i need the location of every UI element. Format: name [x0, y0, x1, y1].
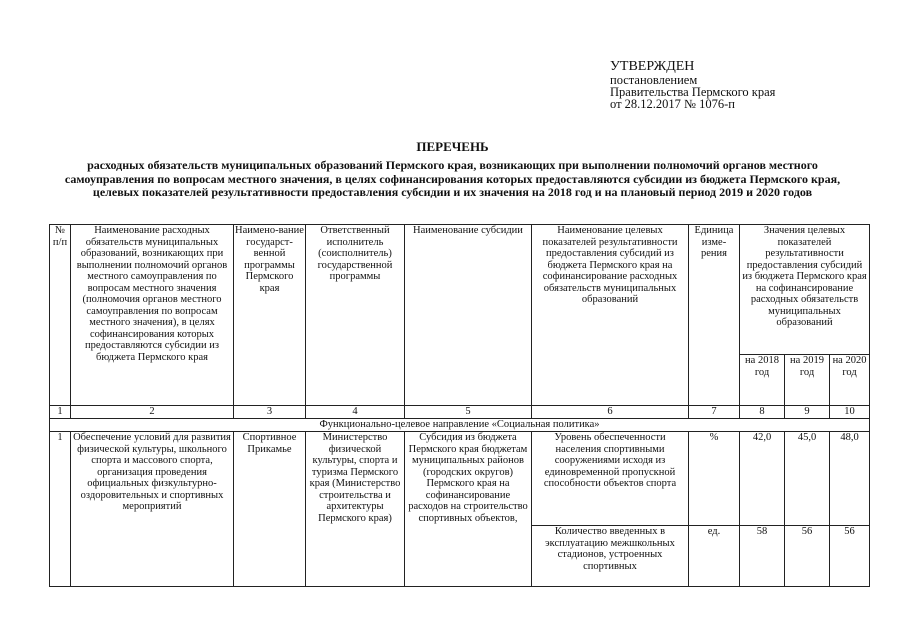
- approval-stamp: [610, 59, 775, 110]
- column-number: 6: [532, 406, 689, 419]
- cell-program: Спортивное Прикамье: [234, 432, 306, 587]
- approval-line-date: от 28.12.2017 № 1076-п: [610, 97, 735, 111]
- header-unit: Единица изме-рения: [689, 225, 740, 406]
- column-number: 4: [306, 406, 405, 419]
- column-number: 8: [740, 406, 785, 419]
- section-heading: Функционально-целевое направление «Социальная политика»: [50, 419, 870, 432]
- approval-line-government: Правительства Пермского края: [610, 85, 776, 99]
- cell-value-2019: 56: [785, 526, 830, 587]
- cell-value-2019: 45,0: [785, 432, 830, 526]
- cell-value-2018: 42,0: [740, 432, 785, 526]
- header-num: № п/п: [50, 225, 71, 406]
- header-executor: Ответственный исполнитель (соисполнитель) государственной программы: [306, 225, 405, 406]
- obligations-table: [49, 224, 870, 587]
- cell-value-2020: 48,0: [830, 432, 870, 526]
- header-row: [50, 225, 870, 355]
- cell-value-2020: 56: [830, 526, 870, 587]
- header-program: Наимено-вание государст-венной программы Пермского края: [234, 225, 306, 406]
- cell-obligation: Обеспечение условий для развития физической культуры, школьного спорта и массового спорта, организация проведения официальных физкультурно-оздоровительных и спортивных мероприятий: [71, 432, 234, 587]
- document-title: ПЕРЕЧЕНЬ: [416, 139, 489, 154]
- header-year-2018: на 2018 год: [740, 355, 785, 406]
- column-number: 7: [689, 406, 740, 419]
- cell-indicator-name: Количество введенных в эксплуатацию межшкольных стадионов, устроенных спортивных: [532, 526, 689, 587]
- document-subtitle: расходных обязательств муниципальных образований Пермского края, возникающих при выполнении полномочий органов местного самоуправления по вопросам местного значения, в целях софинансирования которых предоставляются субсидии из бюджета Пермского края, целевых показателей результативности предоставления субсидии и их значения на 2018 год и на плановый период 2019 и 2020 годов: [64, 158, 841, 199]
- column-number: 9: [785, 406, 830, 419]
- header-year-2019: на 2019 год: [785, 355, 830, 406]
- header-obligation: Наименование расходных обязательств муниципальных образований, возникающих при выполнении полномочий органов местного самоуправления по вопросам местного значения (полномочия органов местного самоуправления по вопросам местного значения), в целях софинансирования которых предоставляются субсидии из бюджета Пермского края: [71, 225, 234, 406]
- cell-value-2018: 58: [740, 526, 785, 587]
- cell-subsidy: Субсидия из бюджета Пермского края бюджетам муниципальных районов (городских округов) Пермского края на софинансирование расходов на строительство спортивных объектов,: [405, 432, 532, 587]
- column-number: 2: [71, 406, 234, 419]
- section-row: [50, 419, 870, 432]
- header-values: Значения целевых показателей результативности предоставления субсидий из бюджета Пермского края на софинансирование расходных обязательств муниципальных образований: [740, 225, 870, 355]
- cell-executor: Министерство физической культуры, спорта и туризма Пермского края (Министерство строительства и архитектуры Пермского края): [306, 432, 405, 587]
- cell-indicator-name: Уровень обеспеченности населения спортивными сооружениями исходя из единовременной пропускной способности объектов спорта: [532, 432, 689, 526]
- cell-indicator-unit: %: [689, 432, 740, 526]
- approval-line-resolution: постановлением: [610, 73, 698, 87]
- cell-indicator-unit: ед.: [689, 526, 740, 587]
- column-number: 5: [405, 406, 532, 419]
- column-number: 1: [50, 406, 71, 419]
- column-number: 10: [830, 406, 870, 419]
- column-numbers-row: [50, 406, 870, 419]
- header-subsidy: Наименование субсидии: [405, 225, 532, 406]
- approval-line-approved: УТВЕРЖДЕН: [610, 59, 695, 74]
- row-number: 1: [50, 432, 71, 587]
- table-row: [50, 432, 870, 526]
- header-indicators: Наименование целевых показателей результативности предоставления субсидий из бюджета Пермского края на софинансирование расходных обязательств муниципальных образований: [532, 225, 689, 406]
- column-number: 3: [234, 406, 306, 419]
- header-year-2020: на 2020 год: [830, 355, 870, 406]
